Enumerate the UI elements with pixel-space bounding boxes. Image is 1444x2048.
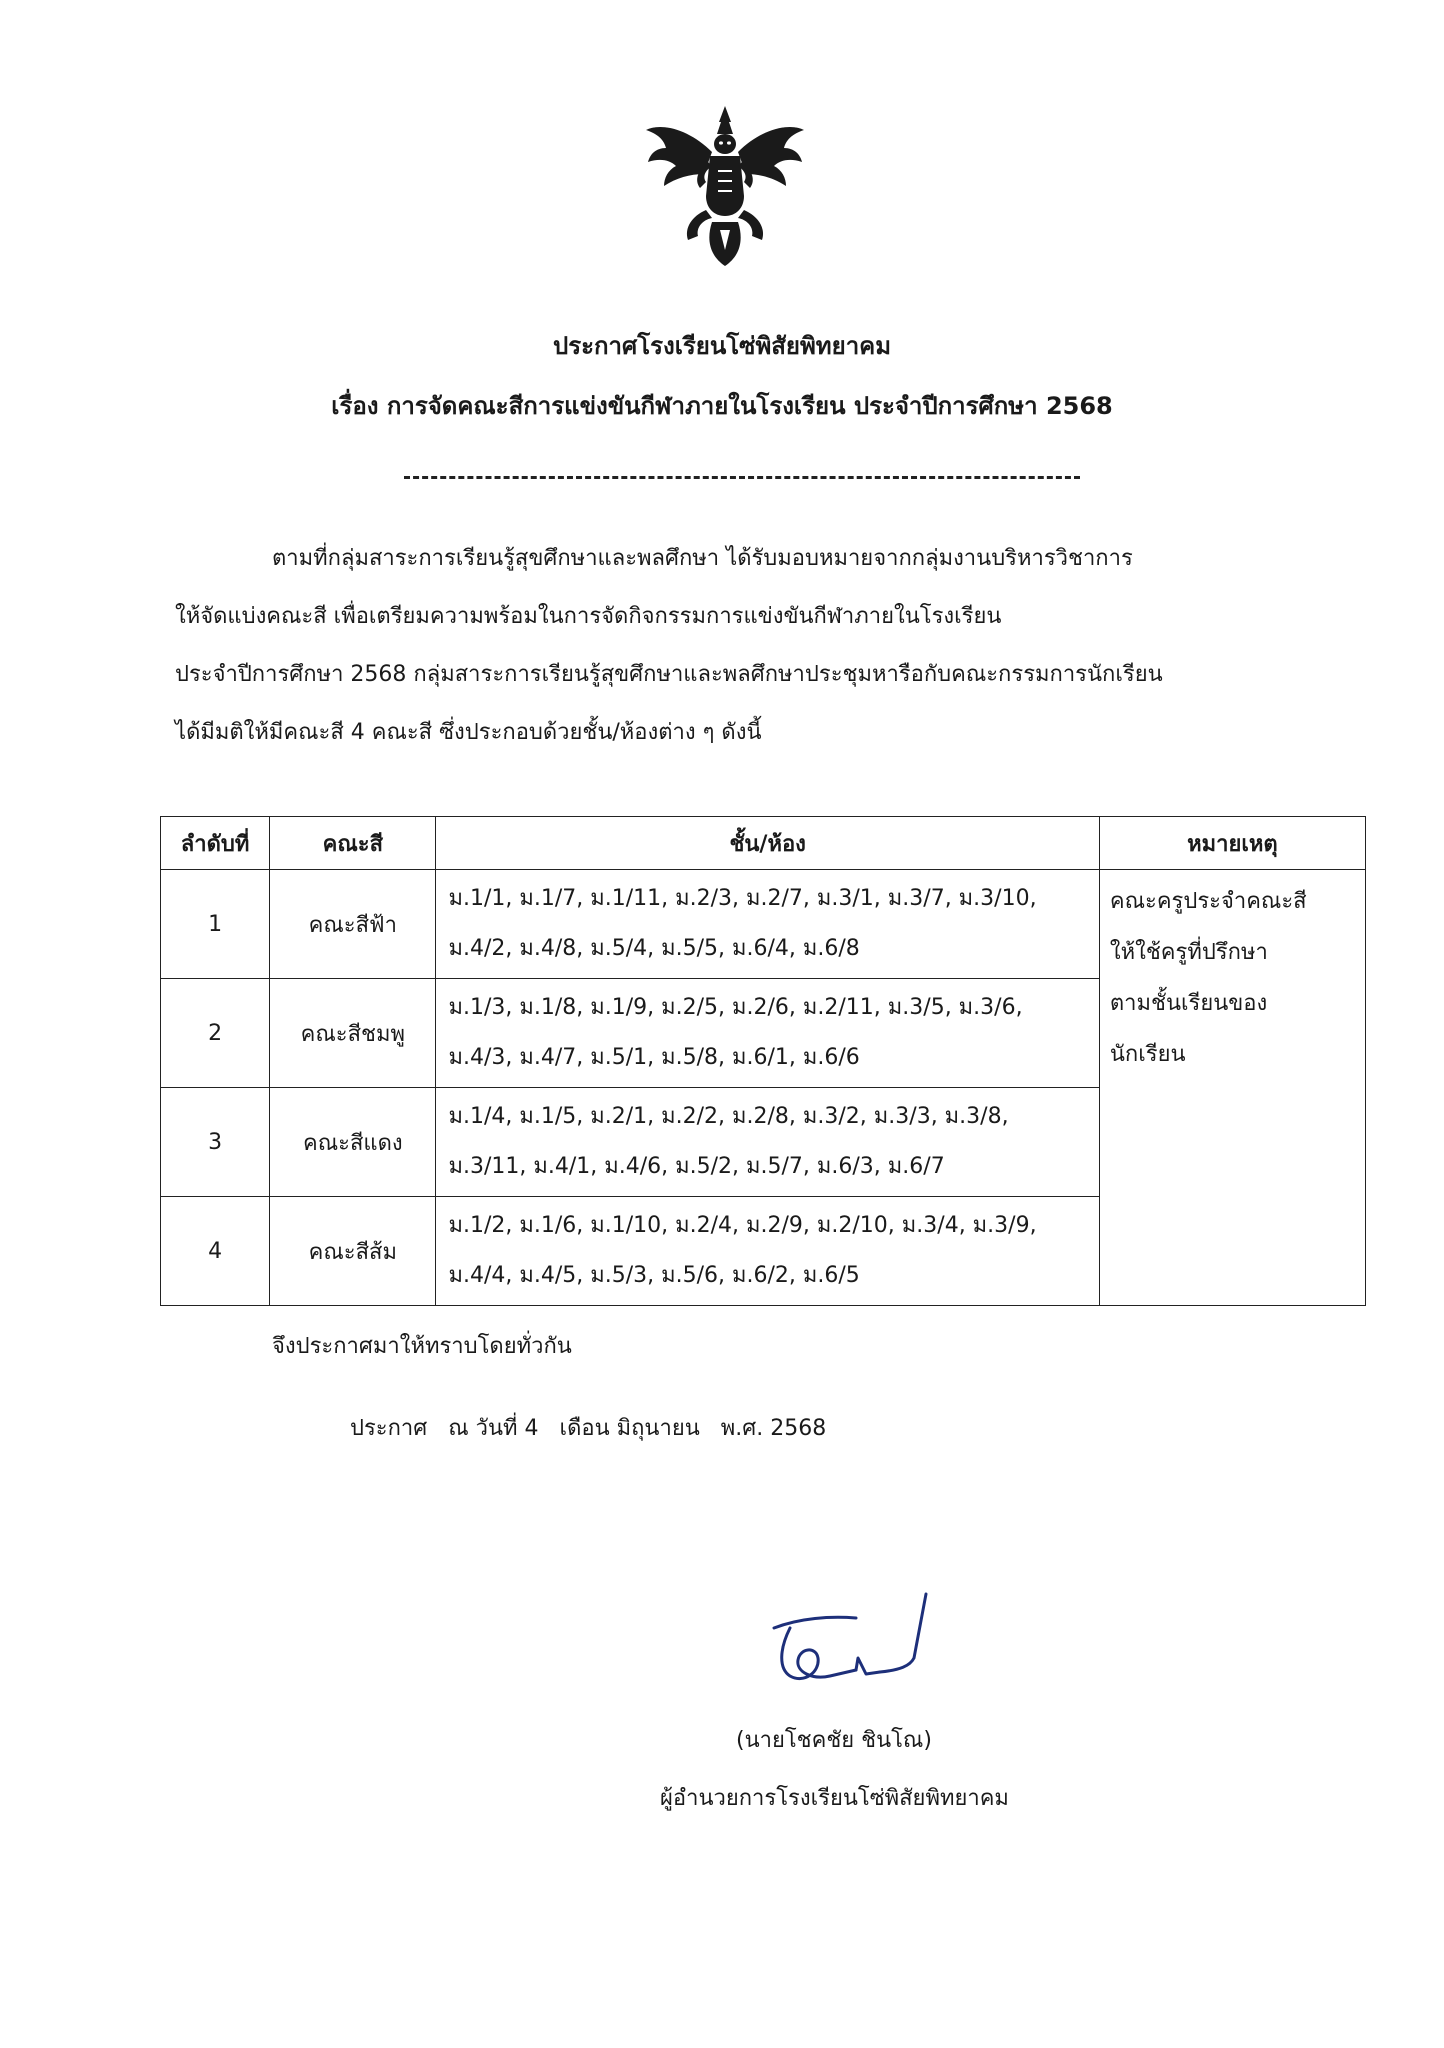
house-name: คณะสีแดง xyxy=(270,1088,436,1197)
note-cell xyxy=(1099,870,1365,1306)
signer-name: (นายโชคชัย ชินโณ) xyxy=(736,1728,932,1753)
announcement-title: ประกาศโรงเรียนโซ่พิสัยพิทยาคม xyxy=(552,332,892,360)
closing-statement: จึงประกาศมาให้ทราบโดยทั่วกัน xyxy=(272,1334,572,1359)
announcement-subject: เรื่อง การจัดคณะสีการแข่งขันกีฬาภายในโรงเรียน ประจำปีการศึกษา 2568 xyxy=(331,392,1113,420)
house-name: คณะสีฟ้า xyxy=(270,870,436,979)
room-list-line: ม.3/11, ม.4/1, ม.4/6, ม.5/2, ม.5/7, ม.6/3, ม.6/7 xyxy=(448,1154,945,1179)
room-list-line: ม.4/3, ม.4/7, ม.5/1, ม.5/8, ม.6/1, ม.6/6 xyxy=(448,1045,860,1070)
signature-icon xyxy=(760,1588,960,1698)
note-line: นักเรียน xyxy=(1109,1042,1186,1067)
room-list-line: ม.4/4, ม.4/5, ม.5/3, ม.5/6, ม.6/2, ม.6/5 xyxy=(448,1263,860,1288)
note-line: คณะครูประจำคณะสี xyxy=(1109,889,1307,914)
room-list xyxy=(436,870,1099,979)
date-year: พ.ศ. 2568 xyxy=(720,1416,827,1441)
house-name: คณะสีชมพู xyxy=(270,979,436,1088)
row-number: 1 xyxy=(161,870,270,979)
row-number: 2 xyxy=(161,979,270,1088)
column-header-note: หมายเหตุ xyxy=(1099,817,1365,870)
room-list-line: ม.1/3, ม.1/8, ม.1/9, ม.2/5, ม.2/6, ม.2/11, ม.3/5, ม.3/6, xyxy=(448,995,1023,1020)
garuda-emblem-icon xyxy=(640,100,810,270)
body-line: ให้จัดแบ่งคณะสี เพื่อเตรียมความพร้อมในการจัดกิจกรรมการแข่งขันกีฬาภายในโรงเรียน xyxy=(175,604,1002,629)
row-number: 3 xyxy=(161,1088,270,1197)
column-header-number: ลำดับที่ xyxy=(161,817,270,870)
body-line: ตามที่กลุ่มสาระการเรียนรู้สุขศึกษาและพลศึกษา ได้รับมอบหมายจากกลุ่มงานบริหารวิชาการ xyxy=(272,546,1133,571)
room-list xyxy=(436,1088,1099,1197)
body-paragraph xyxy=(175,530,1265,762)
color-house-table xyxy=(160,816,1366,1306)
body-line: ได้มีมติให้มีคณะสี 4 คณะสี ซึ่งประกอบด้วยชั้น/ห้องต่าง ๆ ดังนี้ xyxy=(175,720,762,745)
date-month: เดือน มิถุนายน xyxy=(559,1416,700,1441)
date-announced-label: ประกาศ xyxy=(350,1416,428,1441)
date-day: ณ วันที่ 4 xyxy=(448,1416,539,1441)
table-row xyxy=(161,870,1366,979)
house-name: คณะสีส้ม xyxy=(270,1197,436,1306)
table-header-row xyxy=(161,817,1366,870)
note-line: ให้ใช้ครูที่ปรึกษา xyxy=(1109,940,1268,965)
row-number: 4 xyxy=(161,1197,270,1306)
body-line: ประจำปีการศึกษา 2568 กลุ่มสาระการเรียนรู้สุขศึกษาและพลศึกษาประชุมหารือกับคณะกรรมการนักเรียน xyxy=(175,662,1163,687)
room-list-line: ม.1/1, ม.1/7, ม.1/11, ม.2/3, ม.2/7, ม.3/1, ม.3/7, ม.3/10, xyxy=(448,886,1037,911)
column-header-house: คณะสี xyxy=(270,817,436,870)
room-list xyxy=(436,979,1099,1088)
note-line: ตามชั้นเรียนของ xyxy=(1109,991,1268,1016)
column-header-rooms: ชั้น/ห้อง xyxy=(436,817,1099,870)
room-list xyxy=(436,1197,1099,1306)
room-list-line: ม.1/4, ม.1/5, ม.2/1, ม.2/2, ม.2/8, ม.3/2, ม.3/3, ม.3/8, xyxy=(448,1104,1009,1129)
room-list-line: ม.4/2, ม.4/8, ม.5/4, ม.5/5, ม.6/4, ม.6/8 xyxy=(448,936,860,961)
separator-line xyxy=(404,476,1080,479)
signer-position: ผู้อำนวยการโรงเรียนโซ่พิสัยพิทยาคม xyxy=(660,1786,1009,1811)
announcement-date xyxy=(350,1410,840,1445)
room-list-line: ม.1/2, ม.1/6, ม.1/10, ม.2/4, ม.2/9, ม.2/10, ม.3/4, ม.3/9, xyxy=(448,1213,1037,1238)
